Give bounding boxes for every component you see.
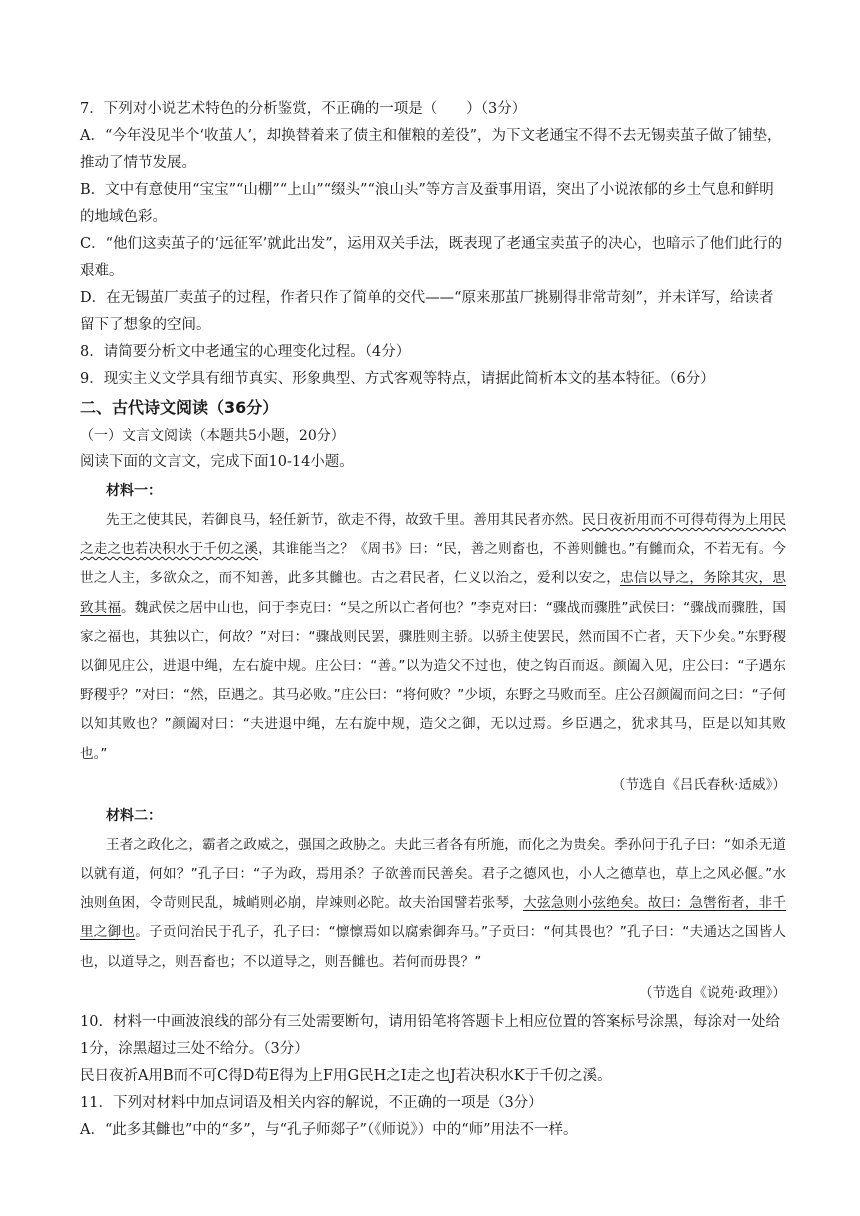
question-10-stem: 10．材料一中画波浪线的部分有三处需要断句，请用铅笔将答题卡上相应位置的答案标号涂黑，每涂对一处给1分，涂黑超过三处不给分。（3分）: [80, 1013, 780, 1057]
underlined-passage: 大弦急则小弦绝矣。故曰：急辔衔者，非千里之御也: [80, 895, 786, 941]
question-8: 8．请简要分析文中老通宝的心理变化过程。（4分）: [80, 344, 411, 360]
material-2-text-part: 。子贡问治民于孔子，孔子曰：“懔懔焉如以腐索御奔马。”子贡曰：“何其畏也？”孔子曰：“夫通达之国皆人也，以道导之，则吾畜也；不以道导之，则吾雠也。若何而毋畏？”: [80, 924, 786, 970]
material-1-text: [80, 506, 786, 769]
question-11-option-a: A．“此多其雠也”中的“多”，与“孔子师郯子”（《师说》）中的“师”用法不一样。: [80, 1121, 578, 1138]
question-9: 9．现实主义文学具有细节真实、形象典型、方式客观等特点，请据此简析本文的基本特征。（6分）: [80, 371, 715, 387]
question-7-option-b: B．文中有意使用“宝宝”“山棚”“上山”“缀头”“浪山头”等方言及蚕事用语，突出了小说浓郁的乡土气息和鲜明的地域色彩。: [80, 182, 774, 225]
exam-page: [80, 96, 786, 1144]
question-7-stem: 7．下列对小说艺术特色的分析鉴赏，不正确的一项是（ ）（3分）: [80, 101, 527, 117]
question-7-option-c: C．“他们这卖茧子的‘远征军’就此出发”，运用双关手法，既表现了老通宝卖茧子的决心，也暗示了他们此行的艰难。: [80, 236, 783, 279]
material-1-text-part: ，其谁能当之？《周书》曰：“民，善之则畜也，不善则雠也。”有雠而众，不若无有。今世之人主，多欲众之，而不知善，此多其雠也。古之君民者，仁义以治之，爱利以安之，: [80, 541, 786, 587]
question-7-option-d: D．在无锡茧厂卖茧子的过程，作者只作了简单的交代——“原来那茧厂挑剔得非常苛刻”，并未详写，给读者留下了想象的空间。: [80, 290, 774, 333]
material-2-label: 材料二：: [106, 807, 162, 824]
material-2-source: （节选自《说苑·政理》）: [638, 984, 786, 1001]
reading-instruction: 阅读下面的文言文，完成下面10-14小题。: [80, 454, 354, 470]
material-1-text-part: 先王之使其民，若御良马，轻任新节，欲走不得，故致千里。善用其民者亦然。: [106, 512, 583, 528]
material-1-label: 材料一：: [106, 483, 162, 499]
question-10-options: 民日夜祈A用B而不可C得D苟E得为上F用G民H之I走之也J若决积水K于千仞之溪。: [80, 1067, 612, 1084]
material-2-text: [80, 831, 786, 977]
underlined-passage: 忠信以导之，务除其灾，思致其福: [80, 570, 787, 616]
section-heading: 二、古代诗文阅读（36分）: [80, 398, 279, 417]
question-11-stem: 11．下列对材料中加点词语及相关内容的解说，不正确的一项是（3分）: [80, 1094, 543, 1111]
material-1-source: （节选自《吕氏春秋·适威》）: [611, 776, 786, 793]
section-subheading: （一）文言文阅读（本题共5小题，20分）: [80, 428, 345, 444]
wavy-underlined-passage: 民日夜祈用而不可得苟得为上用民之走之也若决积水于千仞之溪: [80, 512, 787, 558]
material-2-text-part: 王者之政化之，霸者之政威之，强国之政胁之。夫此三者各有所施，而化之为贵矣。季孙问于孔子曰：“如杀无道以就有道，何如？”孔子曰：“子为政，焉用杀？子欲善而民善矣。君子之德风也，小人之德草也，草上之风必偃。”水浊则鱼困，令苛则民乱，城峭则必崩，岸竦则必陀。故夫治国譬若张琴，: [80, 836, 786, 912]
question-7-option-a: A．“今年没见半个‘收茧人’，却换替着来了债主和催粮的差役”，为下文老通宝不得不去无锡卖茧子做了铺垫，推动了情节发展。: [80, 128, 782, 171]
material-1-text-part: 。魏武侯之居中山也，问于李克曰：“吴之所以亡者何也？”李克对曰：“骤战而骤胜”武侯曰：“骤战而骤胜，国家之福也，其独以亡，何故？”对曰：“骤战则民罢，骤胜则主骄。以骄主使罢民，然而国不亡者，天下少矣。”东野稷以御见庄公，进退中绳，左右旋中规。庄公曰：“善。”以为造父不过也，使之钩百而返。颜阖入见，庄公曰：“子遇东野稷乎？”对曰：“然，臣遇之。其马必败。”庄公曰：“将何败？”少顷，东野之马败而至。庄公召颜阖而问之曰：“子何以知其败也？”颜阖对曰：“夫进退中绳，左右旋中规，造父之御，无以过焉。乡臣遇之，犹求其马，臣是以知其败也。”: [80, 599, 786, 762]
